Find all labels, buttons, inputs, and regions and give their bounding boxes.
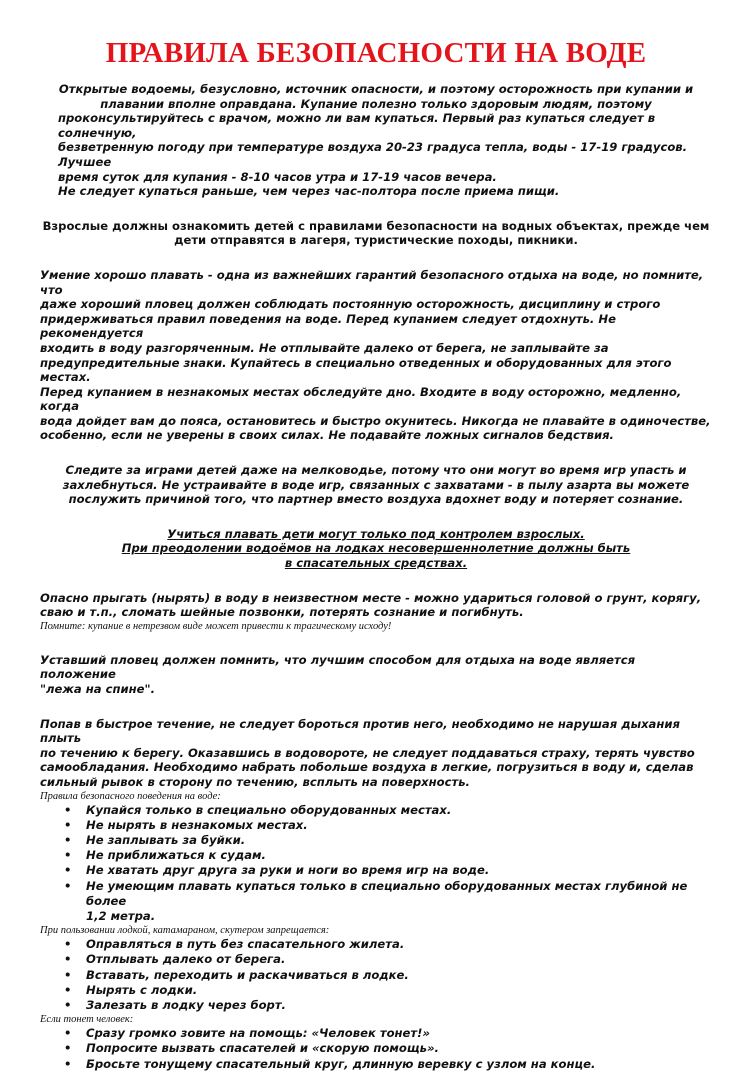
list-item: • Не заплывать за буйки. — [64, 832, 246, 847]
bullet-icon: • — [64, 1026, 72, 1041]
text-line: сильный рывок в сторону по течению, всплыть на поверхность. — [40, 774, 470, 789]
text-line: "лежа на спине". — [40, 682, 155, 696]
text-line: Открытые водоемы, безусловно, источник опасности, и поэтому осторожность при купании и — [58, 82, 694, 96]
list-item: • Оправляться в путь без спасательного жилета. — [64, 937, 405, 952]
text-line: послужить причиной того, что партнер вместо воздуха вдохнет воду и потеряет сознание. — [68, 492, 684, 507]
bullet-icon: • — [64, 982, 72, 997]
rules-heading: Правила безопасного поведения на воде: — [40, 790, 221, 802]
list-item: • Залезать в лодку через борт. — [64, 998, 286, 1012]
list-item: • Купайся только в специально оборудованных местах. — [64, 802, 452, 817]
text-line: по течению к берегу. Оказавшись в водовороте, не следует поддаваться страху, терять чувство — [40, 745, 695, 760]
list-item: • Попросите вызвать спасателей и «скорую помощь». — [64, 1041, 439, 1056]
text-line: самообладания. Необходимо набрать побольше воздуха в легкие, погрузиться в воду и, сделав — [40, 760, 694, 775]
bullet-icon: • — [64, 998, 72, 1012]
list-item: • Не хватать друг друга за руки и ноги во время игр на воде. — [64, 863, 490, 878]
rules-list — [40, 803, 712, 925]
list-item: • Вставать, переходить и раскачиваться в лодке. — [64, 967, 409, 982]
children-games-paragraph — [40, 463, 712, 507]
text-line: Умение хорошо плавать - одна из важнейших гарантий безопасного отдыха на воде, но помните, что — [40, 267, 704, 297]
tired-swimmer-paragraph — [40, 653, 712, 697]
text-line: Взрослые должны ознакомить детей с правилами безопасности на водных объектах, прежде чем — [42, 218, 710, 233]
diving-paragraph — [40, 591, 712, 620]
text-line: сваю и т.п., сломать шейные позвонки, потерять сознание и погибнуть. — [40, 605, 524, 620]
text-line: безветренную погоду при температуре воздуха 20-23 градуса тепла, воды - 17-19 градусов. Лучшее — [58, 140, 688, 169]
text-line: Перед купанием в незнакомых местах обследуйте дно. Входите в воду осторожно, медленно, когда — [40, 384, 682, 414]
text-line: вода дойдет вам до пояса, остановитесь и быстро окунитесь. Никогда не плавайте в одиночестве, — [40, 413, 711, 428]
bullet-icon: • — [64, 937, 72, 952]
text-line: плавании вполне оправдана. Купание полезно только здоровым людям, поэтому — [100, 96, 652, 111]
document-title: ПРАВИЛА БЕЗОПАСНОСТИ НА ВОДЕ — [105, 37, 647, 69]
bullet-icon: • — [64, 817, 72, 832]
bullet-icon: • — [64, 878, 72, 893]
text-line: даже хороший пловец должен соблюдать постоянную осторожность, дисциплину и строго — [40, 297, 661, 312]
bullet-icon: • — [64, 967, 72, 982]
intro-paragraph — [40, 82, 712, 199]
drowning-rules-list — [40, 1026, 712, 1072]
bullet-icon: • — [64, 863, 72, 878]
text-line: При преодолении водоёмов на лодках несовершеннолетние должны быть — [121, 541, 631, 556]
list-item: • Не приближаться к судам. — [64, 848, 266, 863]
list-item: • Бросьте тонущему спасательный круг, длинную веревку с узлом на конце. — [64, 1056, 596, 1071]
list-item: • Отплывать далеко от берега. — [64, 952, 286, 967]
list-item: • Не нырять в незнакомых местах. — [64, 817, 308, 832]
list-item: • Не умеющим плавать купаться только в специально оборудованных местах глубиной не более — [64, 878, 688, 908]
text-line: предупредительные знаки. Купайтесь в специально отведенных и оборудованных для этого местах. — [40, 355, 672, 385]
text-line: входить в воду разгоряченным. Не отплывайте далеко от берега, не заплывайте за — [40, 340, 609, 355]
bullet-icon: • — [64, 848, 72, 863]
text-line: время суток для купания - 8-10 часов утра и 17-19 часов вечера. — [58, 169, 497, 184]
bullet-icon: • — [64, 802, 72, 817]
swimming-paragraph — [40, 268, 712, 443]
bullet-icon: • — [64, 1041, 72, 1056]
list-item-continuation: 1,2 метра. — [86, 908, 156, 923]
text-line: проконсультируйтесь с врачом, можно ли вам купаться. Первый раз купаться следует в солнечную, — [58, 111, 656, 140]
text-line: Учиться плавать дети могут только под контролем взрослых. — [167, 526, 585, 541]
drunk-warning-note: Помните: купание в нетрезвом виде может привести к трагическому исходу! — [40, 620, 392, 632]
boat-rules-list — [40, 937, 712, 1013]
current-paragraph — [40, 717, 712, 790]
text-line: в спасательных средствах. — [284, 556, 468, 571]
drowning-heading: Если тонет человек: — [40, 1014, 134, 1026]
list-item: • Сразу громко зовите на помощь: «Человек тонет!» — [64, 1026, 430, 1041]
underlined-warning — [40, 527, 712, 571]
list-item: • Нырять с лодки. — [64, 982, 198, 997]
text-line: Не следует купаться раньше, чем через час-полтора после приема пищи. — [58, 184, 560, 199]
text-line: Попав в быстрое течение, не следует бороться против него, необходимо не нарушая дыхания плыть — [40, 716, 680, 746]
bullet-icon: • — [64, 952, 72, 967]
text-line: придерживаться правил поведения на воде. Перед купанием следует отдохнуть. Не рекомендуется — [40, 311, 616, 341]
text-line: Следите за играми детей даже на мелководье, потому что они могут во время игр упасть и — [65, 463, 687, 478]
text-line: Опасно прыгать (нырять) в воду в неизвестном месте - можно удариться головой о грунт, корягу, — [40, 590, 702, 605]
bullet-icon: • — [64, 832, 72, 847]
text-line: захлебнуться. Не устраивайте в воде игр, связанных с захватами - в пылу азарта вы можете — [62, 477, 690, 492]
adults-paragraph — [40, 219, 712, 248]
text-line: Уставший пловец должен помнить, что лучшим способом для отдыха на воде является положение — [40, 652, 636, 682]
text-line: особенно, если не уверены в своих силах. Не подавайте ложных сигналов бедствия. — [40, 428, 614, 443]
boat-heading: При пользовании лодкой, катамараном, скутером запрещается: — [40, 925, 330, 937]
bullet-icon: • — [64, 1056, 72, 1071]
text-line: дети отправятся в лагеря, туристические походы, пикники. — [174, 233, 578, 248]
